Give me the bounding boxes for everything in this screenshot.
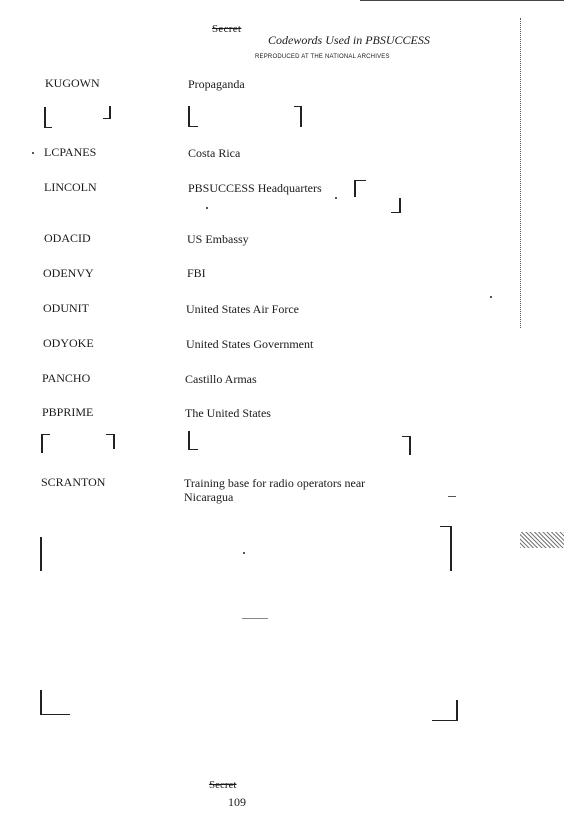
top-edge-line [360,0,564,1]
codeword: PBPRIME [42,405,94,419]
redaction-bracket-left [41,434,50,453]
codeword-meaning: Propaganda [188,77,245,91]
redaction-bracket-right [106,434,115,449]
archives-stamp: REPRODUCED AT THE NATIONAL ARCHIVES [255,54,390,60]
redaction-bracket-left [44,107,52,128]
scan-speck [32,152,34,154]
classification-header: Secret [212,23,242,35]
codeword: LINCOLN [44,180,97,194]
codeword: PANCHO [42,371,91,385]
codeword-meaning: FBI [187,266,206,280]
codeword-meaning: The United States [185,406,271,420]
classification-footer: Secret [209,779,237,791]
redaction-bracket-right [440,526,452,571]
scan-edge-smudge [520,532,564,548]
codeword-meaning: Costa Rica [188,146,241,160]
page-number: 109 [228,795,246,809]
redaction-bracket-left [188,431,198,450]
codeword: SCRANTON [41,475,106,489]
redaction-bracket-right [391,198,401,213]
redaction-bracket-right [432,700,458,721]
codeword-meaning: Training base for radio operators near Nicaragua [184,476,366,504]
codeword-meaning: PBSUCCESS Headquarters [188,181,322,195]
codeword: ODACID [44,231,91,245]
redaction-bracket-right [402,436,411,455]
scan-speck [206,207,208,209]
codeword: KUGOWN [45,76,100,90]
scan-edge-line [520,18,522,328]
codeword: LCPANES [44,145,97,159]
codeword: ODENVY [43,266,94,280]
codeword-meaning: United States Government [186,337,314,351]
redaction-bracket-left [188,106,198,127]
codeword: ODYOKE [43,336,94,350]
scan-speck [242,618,268,619]
document-title: Codewords Used in PBSUCCESS [268,33,430,47]
codeword: ODUNIT [43,301,89,315]
redaction-bracket-left [40,537,46,571]
redaction-bracket-left [354,180,366,197]
scan-speck [490,296,492,298]
codeword-meaning: United States Air Force [186,302,299,316]
redaction-bracket-right [103,106,111,119]
codeword-meaning: Castillo Armas [185,372,257,386]
scan-speck [243,552,245,554]
redaction-bracket-right [294,106,302,127]
codeword-meaning: US Embassy [187,232,249,246]
scan-speck [448,496,456,497]
scan-speck [335,197,337,199]
redaction-bracket-left [40,690,70,715]
